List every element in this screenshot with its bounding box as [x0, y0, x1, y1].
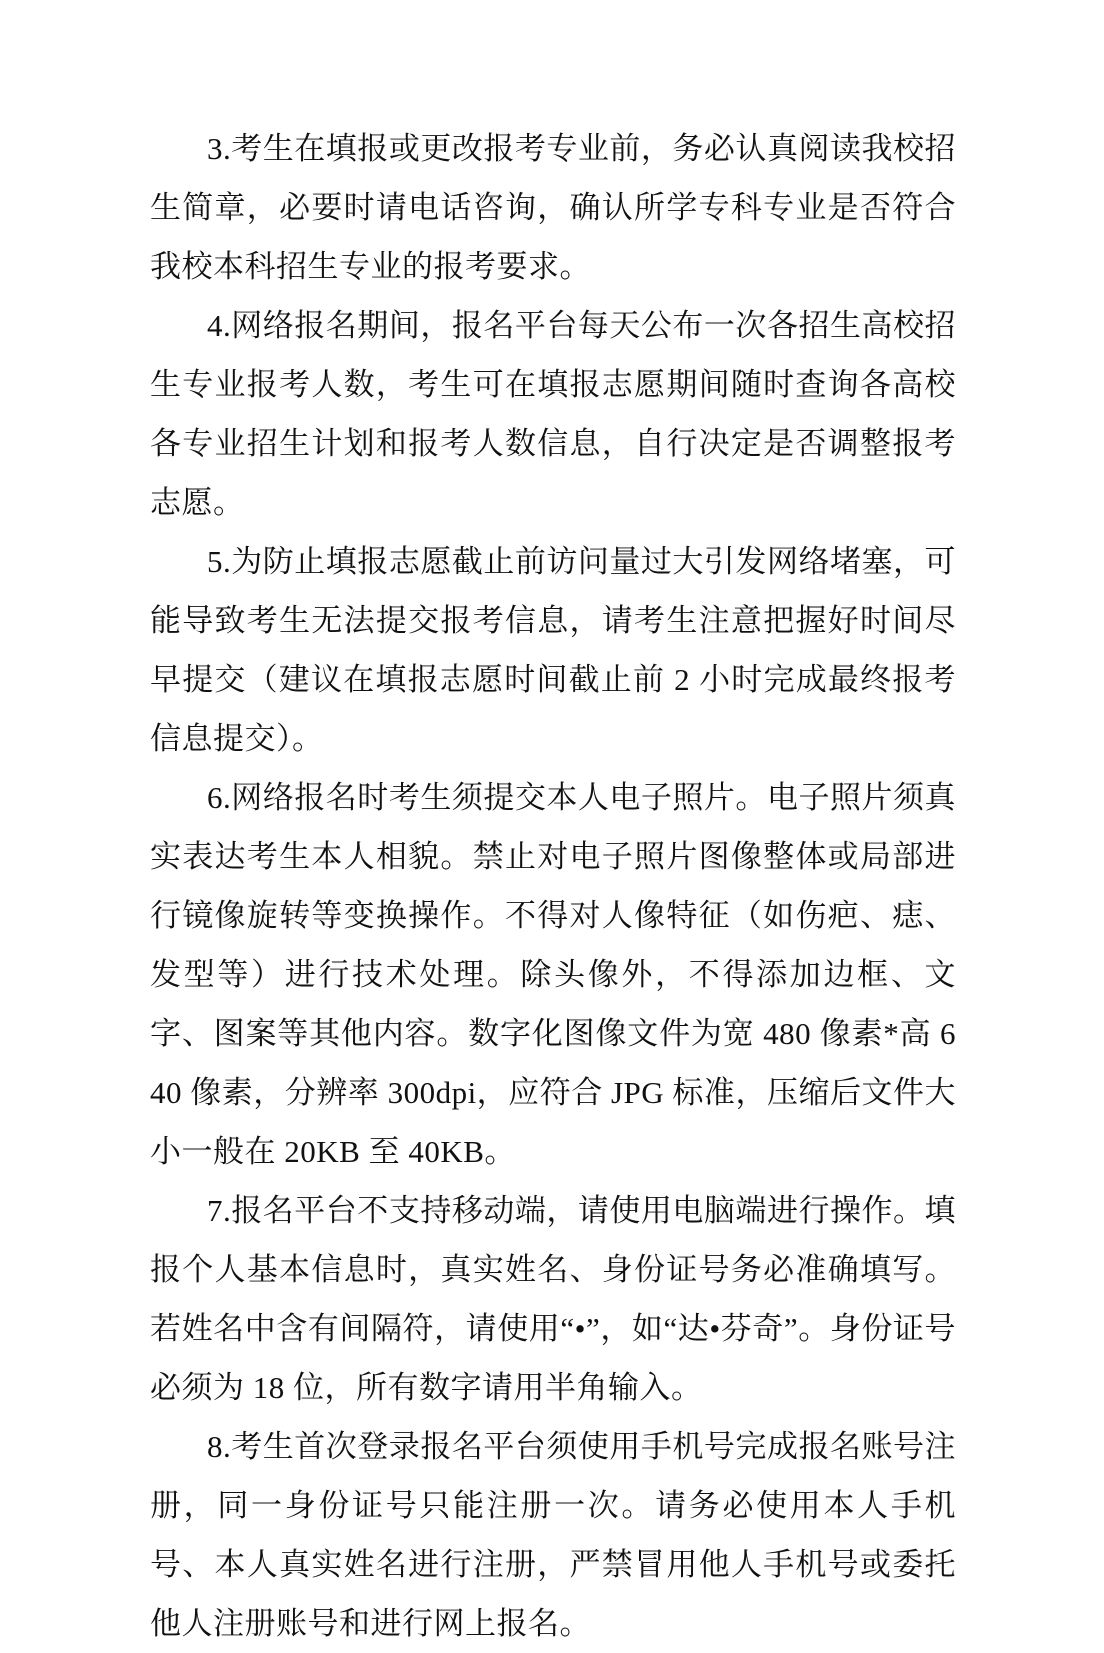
document-body — [150, 119, 956, 1653]
paragraph-item-6: 6.网络报名时考生须提交本人电子照片。电子照片须真实表达考生本人相貌。禁止对电子照片图像整体或局部进行镜像旋转等变换操作。不得对人像特征（如伤疤、痣、发型等）进行技术处理。除头像外，不得添加边框、文字、图案等其他内容。数字化图像文件为宽 480 像素*高 640 像素，分辨率 300dpi，应符合 JPG 标准，压缩后文件大小一般在 20KB 至 40KB。 — [150, 780, 956, 1169]
paragraph-item-5: 5.为防止填报志愿截止前访问量过大引发网络堵塞，可能导致考生无法提交报考信息，请考生注意把握好时间尽早提交（建议在填报志愿时间截止前 2 小时完成最终报考信息提交）。 — [150, 544, 956, 756]
paragraph-item-4: 4.网络报名期间，报名平台每天公布一次各招生高校招生专业报考人数，考生可在填报志愿期间随时查询各高校各专业招生计划和报考人数信息，自行决定是否调整报考志愿。 — [150, 308, 956, 520]
paragraph-item-8: 8.考生首次登录报名平台须使用手机号完成报名账号注册，同一身份证号只能注册一次。请务必使用本人手机号、本人真实姓名进行注册，严禁冒用他人手机号或委托他人注册账号和进行网上报名。 — [150, 1429, 956, 1641]
paragraph-item-7: 7.报名平台不支持移动端，请使用电脑端进行操作。填报个人基本信息时，真实姓名、身份证号务必准确填写。若姓名中含有间隔符，请使用“•”，如“达•芬奇”。身份证号必须为 18 位，所有数字请用半角输入。 — [150, 1193, 956, 1405]
paragraph-item-3: 3.考生在填报或更改报考专业前，务必认真阅读我校招生简章，必要时请电话咨询，确认所学专科专业是否符合我校本科招生专业的报考要求。 — [150, 131, 956, 284]
